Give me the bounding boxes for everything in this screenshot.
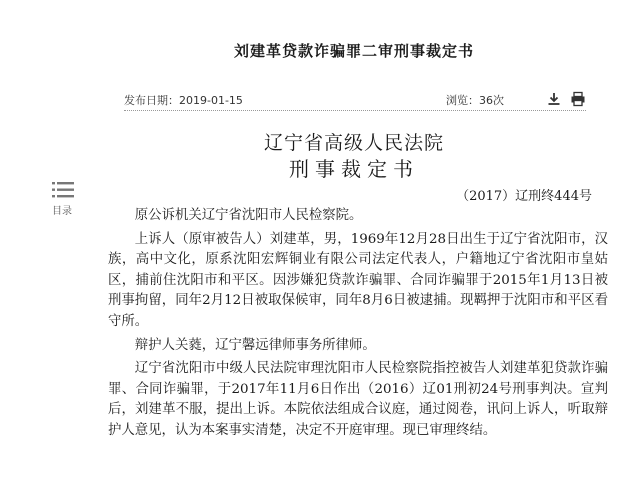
court-name: 辽宁省高级人民法院 [263,132,444,154]
list-icon [52,180,76,200]
print-icon[interactable] [570,91,586,107]
meta-row [124,92,586,110]
action-icons [546,91,586,107]
download-icon[interactable] [546,91,562,107]
toc-button[interactable] [52,180,78,216]
divider [124,110,586,111]
document-type: 刑事裁定书 [289,157,419,181]
document-page [94,0,614,484]
paragraph: 辩护人关蕤，辽宁馨远律师事务所律师。 [134,337,376,353]
document-title: 刘建革贷款诈骗罪二审刑事裁定书 [233,42,474,60]
toc-label: 目录 [52,206,72,217]
paragraph: 辽宁省沈阳市中级人民法院审理沈阳市人民检察院指控被告人刘建革犯贷款诈骗罪、合同诈骗罪，于2017年11月6日作出（2016）辽01刑初24号刑事判决。宣判后，刘建革不服，提出上诉。本院依法组成合议庭，通过阅卷，讯问上诉人，听取辩护人意见，认为本案事实清楚，决定不开庭审理。现已审理终结。 [108,361,608,438]
document-body [108,206,608,445]
case-number: （2017）辽刑终444号 [456,189,592,204]
paragraph: 上诉人（原审被告人）刘建革，男，1969年12月28日出生于辽宁省沈阳市，汉族，高中文化，原系沈阳宏辉铜业有限公司法定代表人，户籍地辽宁省沈阳市皇姑区，捕前住沈阳市和平区。因涉嫌犯贷款诈骗罪、合同诈骗罪于2015年1月13日被刑事拘留，同年2月12日被取保候审，同年8月6日被逮捕。现羁押于沈阳市和平区看守所。 [108,231,608,329]
view-count: 浏览：36次 [446,94,504,107]
publish-date: 发布日期：2019-01-15 [124,94,243,107]
paragraph: 原公诉机关辽宁省沈阳市人民检察院。 [134,208,363,223]
